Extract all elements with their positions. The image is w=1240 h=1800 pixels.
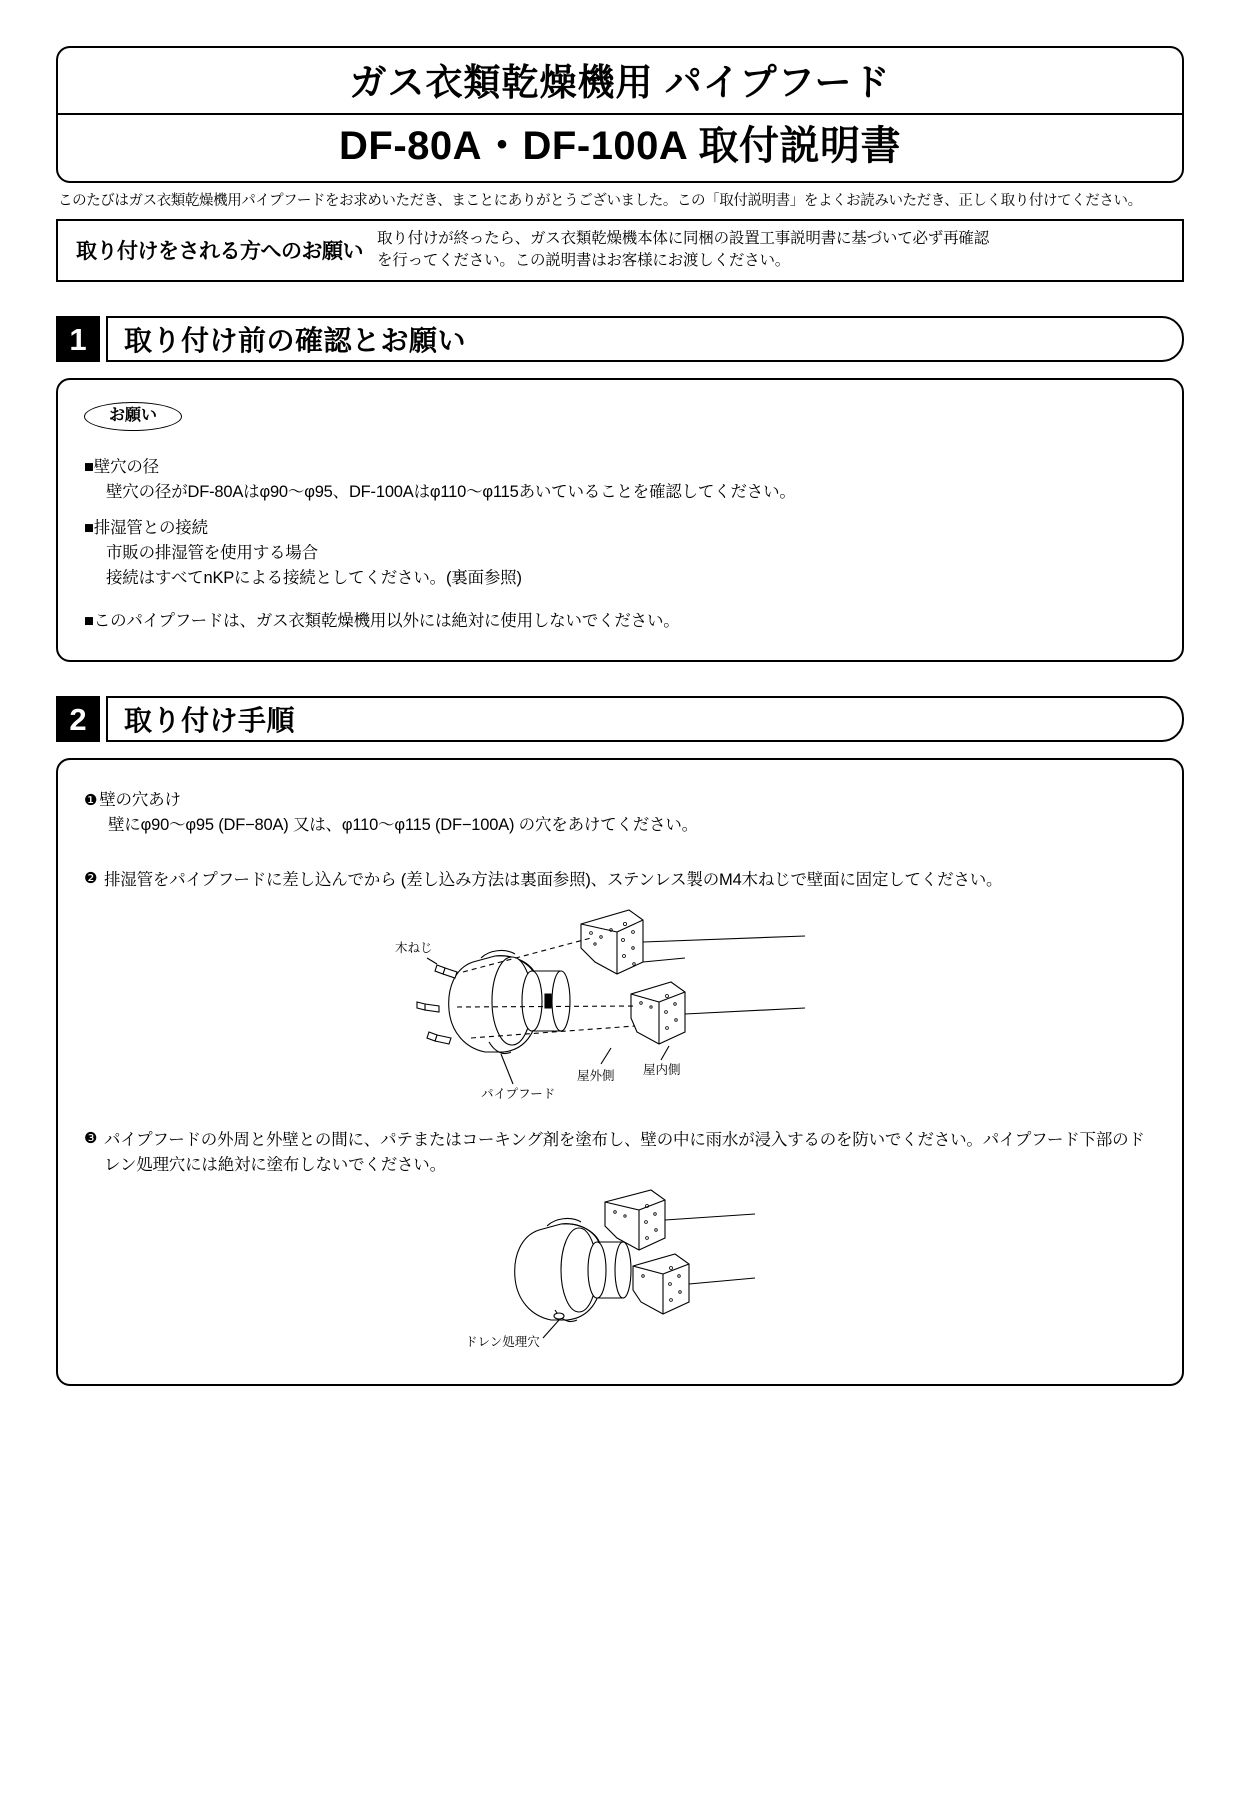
wall-line-lower-2: [689, 1278, 755, 1284]
step-2-marker: ❷: [84, 869, 98, 887]
wall-line-upper2: [643, 958, 685, 962]
request-body-line1: 取り付けが終ったら、ガス衣類乾燥機本体に同梱の設置工事説明書に基づいて必ず再確認: [377, 230, 990, 248]
duct-collar-2: [588, 1242, 631, 1298]
step-1-title: 壁の穴あけ: [99, 791, 181, 810]
leader-outdoor: [601, 1048, 611, 1064]
step-2-text-wrap: [84, 868, 1156, 893]
step-3-text-wrap: [84, 1128, 1156, 1178]
request-body: [377, 228, 989, 271]
wall-block-lower-2: [633, 1254, 689, 1314]
section-1-title: 取り付け前の確認とお願い: [124, 325, 467, 357]
request-box: [56, 219, 1184, 282]
step-2: [84, 868, 1156, 1103]
section-1-header: [56, 316, 1184, 362]
step-2-text: 排湿管をパイプフードに差し込んでから (差し込み方法は裏面参照)、ステンレス製のM4木ねじで壁面に固定してください。: [104, 870, 1003, 889]
label-outdoor-side: 屋外側: [577, 1069, 615, 1084]
label-drain-hole: ドレン処理穴: [465, 1334, 540, 1349]
bullet-item: [84, 456, 1156, 504]
onegai-badge: お願い: [84, 402, 182, 431]
request-body-line2: を行ってください。この説明書はお客様にお渡しください。: [377, 251, 791, 269]
bullet-heading: ■壁穴の径: [84, 458, 159, 477]
section-2-number: 2: [56, 696, 100, 742]
wall-line-upper: [643, 936, 805, 942]
label-wood-screw: 木ねじ: [395, 941, 433, 956]
bullet-heading: ■このパイプフードは、ガス衣類乾燥機用以外には絶対に使用しないでください。: [84, 612, 680, 631]
bullet-item: [84, 517, 1156, 590]
section-2-title: 取り付け手順: [124, 705, 296, 737]
wall-block-upper-2: [605, 1190, 665, 1250]
intro-text: このたびはガス衣類乾燥機用パイプフードをお求めいただき、まことにありがとうございました。この「取付説明書」をよくお読みいただき、正しく取り付けてください。: [58, 193, 1142, 210]
section-2-panel: [56, 758, 1184, 1386]
document-page: [0, 46, 1240, 1800]
label-indoor-side: 屋内側: [643, 1063, 681, 1078]
wall-block-lower: [631, 982, 685, 1044]
section-1-number: 1: [56, 316, 100, 362]
wall-line-upper-2: [665, 1214, 755, 1220]
wall-line-lower: [685, 1008, 805, 1014]
leader-indoor: [661, 1046, 669, 1060]
figure-installation-diagram: [84, 902, 1156, 1102]
step-1-marker: ❶: [84, 792, 98, 810]
section-2-title-bar: [106, 696, 1184, 742]
label-pipe-hood: パイプフード: [481, 1087, 556, 1102]
wall-block-upper: [581, 910, 643, 974]
model-title: DF-80A・DF-100A 取付説明書: [339, 124, 901, 169]
bullet-detail: 壁穴の径がDF-80Aはφ90〜φ95、DF-100Aはφ110〜φ115あいていることを確認してください。: [106, 482, 796, 501]
step-3-marker: ❸: [84, 1130, 98, 1148]
bullet-detail: 接続はすべてnKPによる接続としてください。(裏面参照): [106, 568, 522, 587]
figure-drain-hole-diagram: [84, 1188, 1156, 1358]
drain-hole: [554, 1313, 564, 1319]
step-3: [84, 1128, 1156, 1358]
step-3-text: パイプフードの外周と外壁との間に、パテまたはコーキング剤を塗布し、壁の中に雨水が浸入するのを防いでください。パイプフード下部のドレン処理穴には絶対に塗布しないでください。: [104, 1131, 1145, 1175]
section-1-title-bar: [106, 316, 1184, 362]
step-1-heading: [84, 788, 1156, 813]
duct-collar: [522, 971, 570, 1031]
bullet-item: [84, 610, 1156, 634]
step-1: [84, 788, 1156, 838]
section-1-panel: [56, 378, 1184, 662]
leader-drain-hole: [543, 1320, 559, 1338]
leader-wood-screw: [427, 958, 437, 964]
section-2-header: [56, 696, 1184, 742]
leader-pipe-hood: [501, 1054, 513, 1084]
request-label: 取り付けをされる方へのお願い: [76, 239, 363, 263]
bullet-detail: 市販の排湿管を使用する場合: [106, 544, 318, 563]
bullet-heading: ■排湿管との接続: [84, 519, 208, 538]
step-1-body: 壁にφ90〜φ95 (DF−80A) 又は、φ110〜φ115 (DF−100A) の穴をあけてください。: [108, 815, 698, 834]
title-box: [56, 46, 1184, 183]
page-title: ガス衣類乾燥機用 パイプフード: [349, 62, 891, 103]
